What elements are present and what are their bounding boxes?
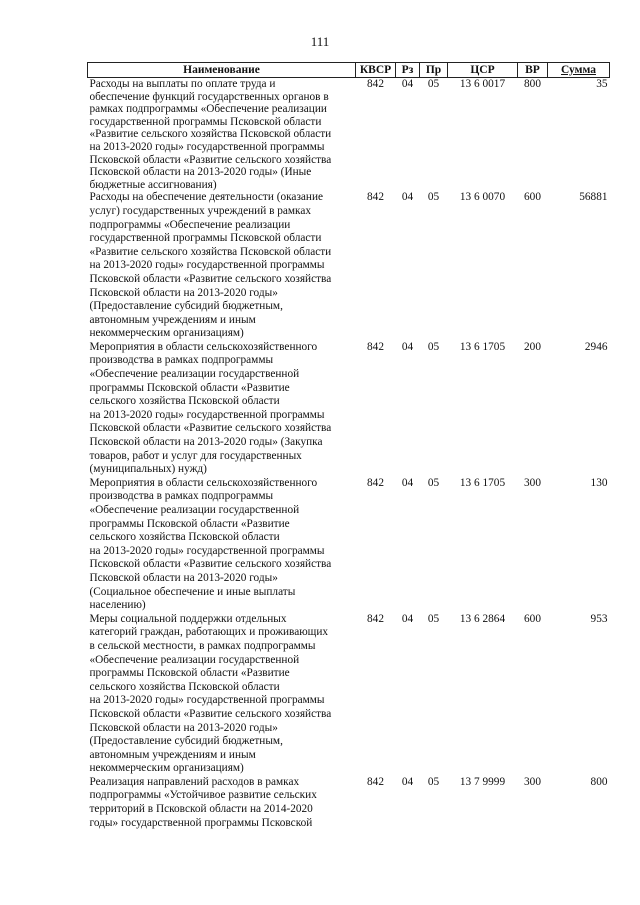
cell-vr: 800 <box>524 78 541 90</box>
cell-vr: 300 <box>524 775 541 788</box>
cell-csr: 13 6 0017 <box>459 78 506 90</box>
cell-csr: 13 6 1705 <box>459 340 506 353</box>
cell-name-line: программы Псковской области «Развитие <box>89 381 290 394</box>
cell-rz: 04 <box>401 78 414 90</box>
cell-sum: 800 <box>590 775 608 788</box>
cell-kvsr: 842 <box>367 191 384 204</box>
cell-name-line: некоммерческим организациям) <box>89 762 244 775</box>
cell-name-line: производства в рамках подпрограммы <box>89 354 274 367</box>
header-kvsr: КВСР <box>356 63 396 78</box>
cell-name-line: «Развитие сельского хозяйства Псковской области <box>89 128 332 141</box>
cell-name-line: Псковской области «Развитие сельского хозяйства <box>89 707 332 720</box>
cell-name-line: (муниципальных) нужд) <box>89 463 207 476</box>
cell-vr: 600 <box>524 191 541 204</box>
cell-kvsr: 842 <box>367 476 384 489</box>
cell-name <box>88 191 356 341</box>
cell-name-line: населению) <box>89 599 146 612</box>
cell-name-line: Псковской области «Развитие сельского хозяйства <box>89 558 332 571</box>
cell-name-line: Псковской области на 2013-2020 годы» <box>89 571 278 584</box>
cell-pr: 05 <box>427 612 440 625</box>
cell-kvsr: 842 <box>367 775 384 788</box>
cell-name-line: в сельской местности, в рамках подпрограммы <box>89 639 316 652</box>
table-row <box>88 78 610 192</box>
cell-csr: 13 7 9999 <box>459 775 506 788</box>
budget-table <box>87 62 610 830</box>
cell-rz: 04 <box>401 612 414 625</box>
cell-name <box>88 613 356 776</box>
cell-name-line: программы Псковской области «Развитие <box>89 667 290 680</box>
cell-pr: 05 <box>427 78 440 90</box>
cell-vr: 300 <box>524 476 541 489</box>
cell-sum: 130 <box>590 476 608 489</box>
cell-csr: 13 6 0070 <box>459 191 506 204</box>
cell-name-line: (Предоставление субсидий бюджетным, <box>89 300 283 313</box>
header-pr: Пр <box>420 63 448 78</box>
cell-rz: 04 <box>401 191 414 204</box>
cell-name-line: Псковской области на 2013-2020 годы» (Иные <box>89 166 312 179</box>
cell-name-line: Мероприятия в области сельскохозяйственного <box>89 476 318 489</box>
cell-rz: 04 <box>401 476 414 489</box>
cell-kvsr: 842 <box>367 340 384 353</box>
cell-name-line: программы Псковской области «Развитие <box>89 517 290 530</box>
cell-name-line: (Социальное обеспечение и иные выплаты <box>89 585 296 598</box>
cell-name-line: Мероприятия в области сельскохозяйственного <box>89 340 318 353</box>
cell-kvsr: 842 <box>367 78 384 90</box>
header-vr: ВР <box>518 63 548 78</box>
cell-name <box>88 776 356 830</box>
cell-name <box>88 78 356 192</box>
cell-name-line: товаров, работ и услуг для государственных <box>89 449 302 462</box>
cell-name-line: сельского хозяйства Псковской области <box>89 680 280 693</box>
cell-name-line: территорий в Псковской области на 2014-2020 <box>89 803 313 816</box>
cell-name-line: категорий граждан, работающих и проживающих <box>89 626 329 639</box>
cell-name-line: производства в рамках подпрограммы <box>89 490 274 503</box>
cell-name-line: Псковской области «Развитие сельского хозяйства <box>89 272 332 285</box>
cell-sum: 953 <box>590 612 608 625</box>
cell-vr: 600 <box>524 612 541 625</box>
table-header-row <box>88 63 610 78</box>
cell-name <box>88 341 356 477</box>
cell-name-line: подпрограммы «Обеспечение реализации <box>89 218 291 231</box>
header-name: Наименование <box>88 63 356 78</box>
cell-name-line: годы» государственной программы Псковской <box>89 816 313 829</box>
cell-name-line: автономным учреждениям и иным <box>89 313 256 326</box>
cell-name-line: «Обеспечение реализации государственной <box>89 653 300 666</box>
cell-name-line: Расходы на обеспечение деятельности (оказание <box>89 191 324 204</box>
cell-name-line: «Обеспечение реализации государственной <box>89 504 300 516</box>
cell-name <box>88 477 356 613</box>
cell-name-line: Псковской области «Развитие сельского хозяйства <box>89 422 332 435</box>
cell-name-line: Псковской области на 2013-2020 годы» <box>89 286 278 299</box>
cell-name-line: «Развитие сельского хозяйства Псковской области <box>89 245 332 258</box>
cell-name-line: подпрограммы «Устойчивое развитие сельских <box>89 789 317 802</box>
page-number: 111 <box>310 34 330 49</box>
cell-sum: 2946 <box>584 340 608 353</box>
header-sum: Сумма <box>548 63 610 78</box>
cell-name-line: автономным учреждениям и иным <box>89 748 256 761</box>
cell-name-line: услуг) государственных учреждений в рамках <box>89 204 312 217</box>
cell-name-line: на 2013-2020 годы» государственной программы <box>89 259 325 272</box>
cell-sum: 56881 <box>579 191 608 204</box>
cell-name-line: Псковской области на 2013-2020 годы» <box>89 721 278 734</box>
cell-name-line: на 2013-2020 годы» государственной программы <box>89 140 325 153</box>
cell-name-line: (Предоставление субсидий бюджетным, <box>89 735 283 748</box>
cell-name-line: на 2013-2020 годы» государственной программы <box>89 694 325 707</box>
cell-name-line: Расходы на выплаты по оплате труда и <box>89 78 276 90</box>
cell-kvsr: 842 <box>367 612 384 625</box>
cell-pr: 05 <box>427 340 440 353</box>
cell-pr: 05 <box>427 476 440 489</box>
table-row <box>88 191 610 341</box>
cell-name-line: сельского хозяйства Псковской области <box>89 395 280 408</box>
table-row <box>88 477 610 613</box>
cell-name-line: некоммерческим организациям) <box>89 327 244 340</box>
cell-name-line: бюджетные ассигнования) <box>89 178 217 191</box>
cell-rz: 04 <box>401 340 414 353</box>
cell-name-line: Псковской области на 2013-2020 годы» (Закупка <box>89 436 323 449</box>
cell-name-line: Меры социальной поддержки отдельных <box>89 612 287 625</box>
cell-rz: 04 <box>401 775 414 788</box>
cell-vr: 200 <box>524 340 541 353</box>
cell-name-line: на 2013-2020 годы» государственной программы <box>89 408 325 421</box>
cell-sum: 35 <box>596 78 608 90</box>
table-row <box>88 341 610 477</box>
cell-name-line: государственной программы Псковской области <box>89 232 322 245</box>
cell-pr: 05 <box>427 191 440 204</box>
cell-name-line: сельского хозяйства Псковской области <box>89 531 280 544</box>
cell-name-line: обеспечение функций государственных органов в <box>89 90 329 103</box>
cell-name-line: рамках подпрограммы «Обеспечение реализации <box>89 103 327 116</box>
table-row <box>88 776 610 830</box>
cell-csr: 13 6 2864 <box>459 612 506 625</box>
header-csr: ЦСР <box>448 63 518 78</box>
cell-name-line: государственной программы Псковской области <box>89 115 322 128</box>
table-body <box>88 78 610 831</box>
table-row <box>88 613 610 776</box>
cell-name-line: Псковской области «Развитие сельского хозяйства <box>89 153 332 166</box>
cell-name-line: Реализация направлений расходов в рамках <box>89 775 300 788</box>
cell-pr: 05 <box>427 775 440 788</box>
cell-csr: 13 6 1705 <box>459 476 506 489</box>
header-rz: Рз <box>396 63 420 78</box>
cell-name-line: «Обеспечение реализации государственной <box>89 368 300 381</box>
cell-name-line: на 2013-2020 годы» государственной программы <box>89 544 325 557</box>
